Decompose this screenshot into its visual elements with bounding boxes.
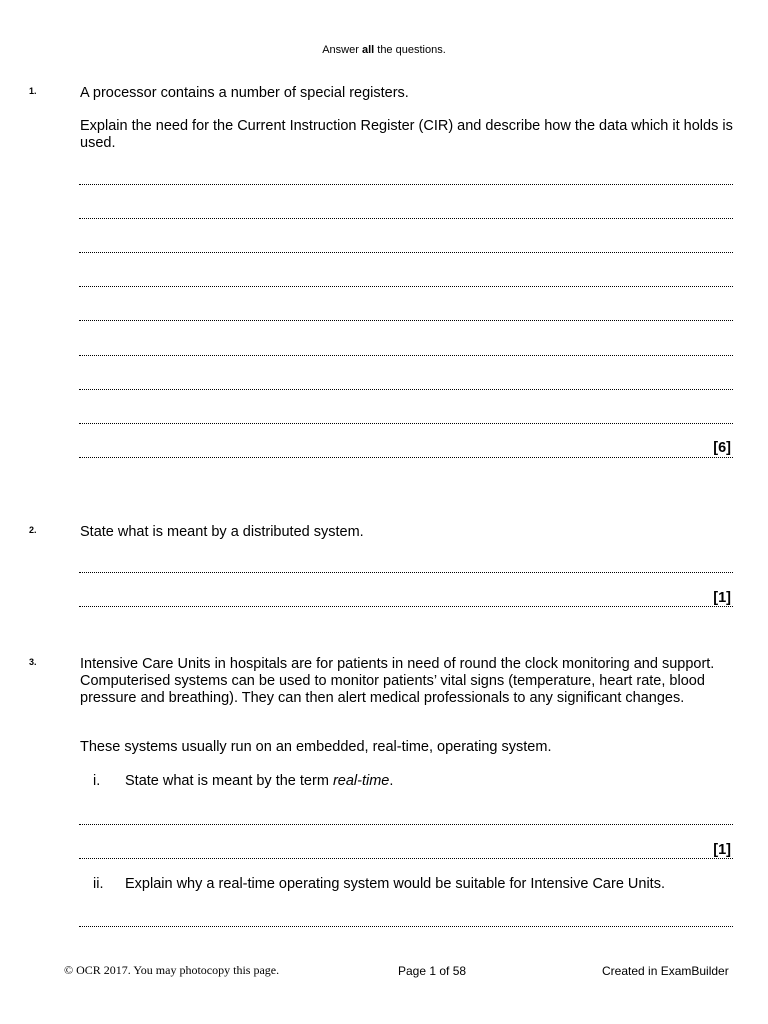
answer-line[interactable]	[79, 184, 733, 185]
instruction	[0, 44, 768, 56]
question-3i-post: .	[389, 773, 394, 789]
answer-line[interactable]	[79, 572, 733, 573]
question-3i-label: i.	[93, 773, 101, 789]
answer-line[interactable]	[79, 320, 733, 321]
answer-line[interactable]	[79, 423, 733, 424]
question-2-number: 2.	[29, 525, 37, 535]
answer-line[interactable]	[79, 858, 733, 859]
question-3ii-label: ii.	[93, 876, 104, 892]
question-3i-pre: State what is meant by the term	[125, 773, 333, 789]
instruction-pre: Answer	[322, 44, 362, 56]
question-2-marks: [1]	[713, 590, 731, 606]
footer-copyright: © OCR 2017. You may photocopy this page.	[64, 963, 280, 977]
answer-line[interactable]	[79, 824, 733, 825]
question-2-prompt: State what is meant by a distributed system.	[80, 524, 364, 540]
question-3-number: 3.	[29, 657, 37, 667]
footer-created: Created in ExamBuilder	[602, 964, 729, 978]
question-3i-prompt	[125, 773, 735, 789]
question-1-stem: A processor contains a number of special registers.	[80, 85, 409, 101]
answer-line[interactable]	[79, 218, 733, 219]
answer-line[interactable]	[79, 606, 733, 607]
answer-line[interactable]	[79, 286, 733, 287]
instruction-post: the questions.	[374, 44, 446, 56]
question-1-prompt: Explain the need for the Current Instruction Register (CIR) and describe how the data which it holds is used.	[80, 118, 733, 151]
question-3i-marks: [1]	[713, 842, 731, 858]
footer-page-number: Page 1 of 58	[398, 964, 467, 978]
answer-line[interactable]	[79, 252, 733, 253]
answer-line[interactable]	[79, 926, 733, 927]
answer-line[interactable]	[79, 355, 733, 356]
question-1-marks: [6]	[713, 440, 731, 456]
answer-line[interactable]	[79, 457, 733, 458]
instruction-bold: all	[361, 44, 375, 56]
question-3i-term: real-time	[332, 773, 390, 789]
question-3ii-prompt: Explain why a real-time operating system would be suitable for Intensive Care Units.	[125, 876, 665, 892]
question-3-context: These systems usually run on an embedded, real-time, operating system.	[80, 739, 552, 755]
answer-line[interactable]	[79, 389, 733, 390]
question-1-number: 1.	[29, 86, 37, 96]
question-3-intro: Intensive Care Units in hospitals are for patients in need of round the clock monitoring and support. Computerised systems can be used to monitor patients’ vital signs (temperature, heart rate, blood pressure and breathing). They can then alert medical professionals to any significant changes.	[80, 656, 715, 706]
